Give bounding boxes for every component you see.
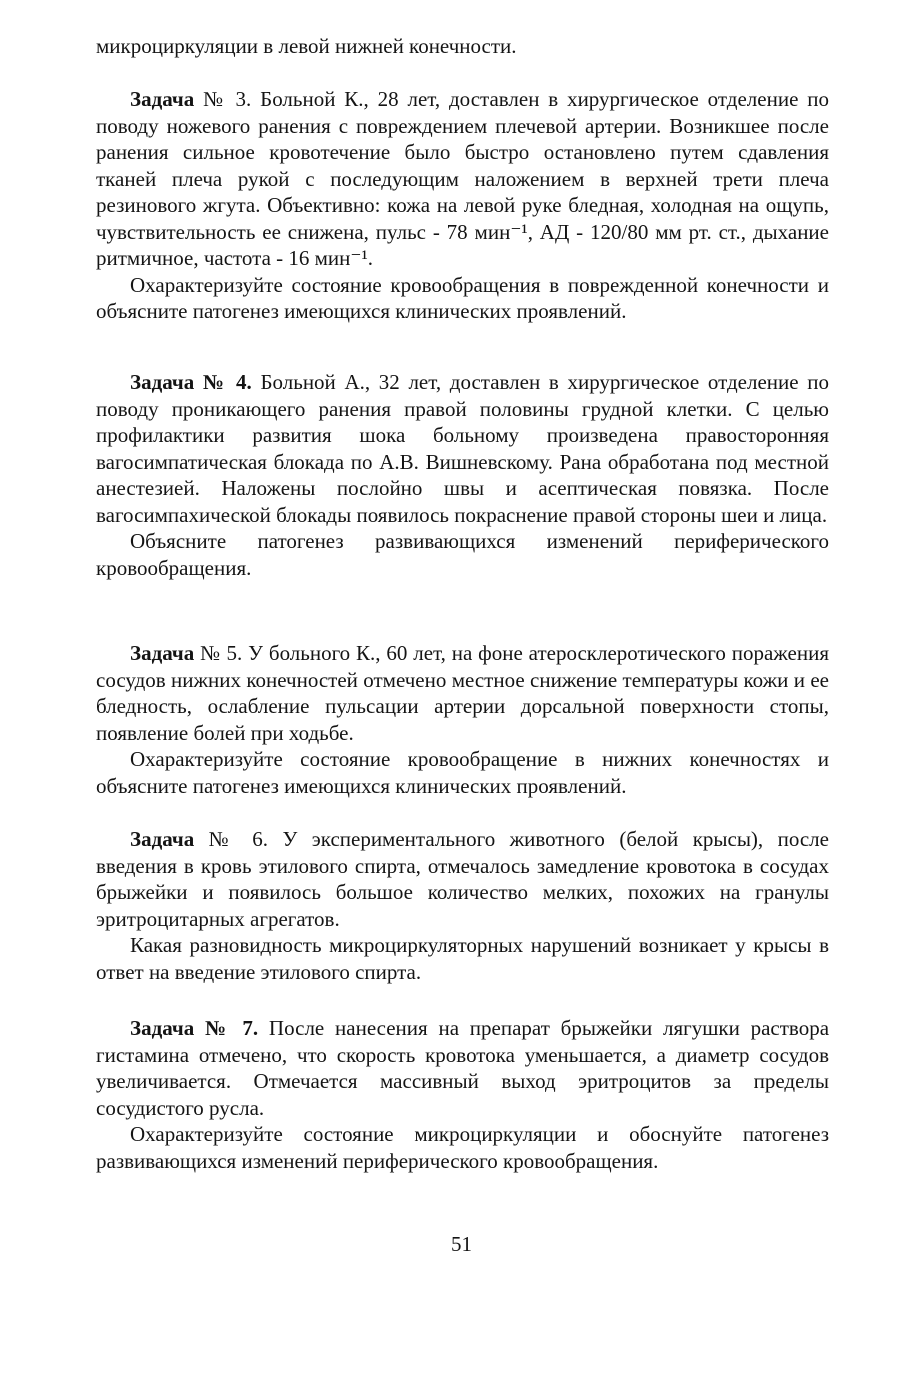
task-6-question: Какая разновидность микроциркуляторных нарушений возникает у крысы в ответ на введение этилового спирта. [96, 933, 829, 984]
task-3-number: № 3. [194, 87, 252, 111]
task-5-question: Охарактеризуйте состояние кровообращение в нижних конечностях и объясните патогенез имеющихся клинических проявлений. [96, 747, 829, 798]
task-4-question: Объясните патогенез развивающихся изменений периферического кровообращения. [96, 529, 829, 580]
task-6-statement [96, 826, 829, 932]
task-7-heading: Задача № 7. [130, 1016, 259, 1040]
task-6-number: № 6. [194, 827, 269, 851]
task-7-statement [96, 1015, 829, 1121]
task-4-body: Больной А., 32 лет, доставлен в хирургическое отделение по поводу проникающего ранения правой половины грудной клетки. С целью профилактики развития шока больному произведена правосторонняя вагосимпатическая блокада по А.В. Вишневскому. Рана обработана под местной анестезией. Наложены послойно швы и асептическая повязка. После вагосимпахической блокады появилось покраснение правой стороны шеи и лица. [96, 370, 829, 527]
task-3 [96, 86, 829, 325]
intro-paragraph [96, 33, 829, 60]
task-5-statement [96, 640, 829, 746]
task-3-statement [96, 86, 829, 272]
task-6-body: У экспериментального животного (белой крысы), после введения в кровь этилового спирта, отмечалось замедление кровотока в сосудах брыжейки и появилось большое количество мелких, похожих на гранулы эритроцитарных агрегатов. [96, 827, 829, 931]
task-5 [96, 640, 829, 799]
task-6-heading: Задача [130, 827, 195, 851]
task-5-body: У больного К., 60 лет, на фоне атеросклеротического поражения сосудов нижних конечностей отмечено местное снижение температуры кожи и ее бледность, ослабление пульсации артерии дорсальной поверхности стопы, появление болей при ходьбе. [96, 641, 829, 745]
task-4-statement [96, 369, 829, 528]
page-number: 51 [451, 1232, 472, 1256]
task-3-heading: Задача [130, 87, 195, 111]
task-4-heading: Задача № 4. [130, 370, 252, 394]
task-6 [96, 826, 829, 985]
task-4 [96, 369, 829, 581]
intro-line: микроциркуляции в левой нижней конечности. [96, 34, 517, 58]
task-5-heading: Задача [130, 641, 195, 665]
task-3-body: Больной К., 28 лет, доставлен в хирургическое отделение по поводу ножевого ранения с повреждением плечевой артерии. Возникшее после ранения сильное кровотечение было быстро остановлено путем сдавления тканей плеча рукой с последующим наложением в верхней трети плеча резинового жгута. Объективно: кожа на левой руке бледная, холодная на ощупь, чувствительность ее снижена, пульс - 78 мин⁻¹, АД - 120/80 мм рт. ст., дыхание ритмичное, частота - 16 мин⁻¹. [96, 87, 829, 270]
task-5-number: № 5. [194, 641, 243, 665]
task-7-body: После нанесения на препарат брыжейки лягушки раствора гистамина отмечено, что скорость кровотока уменьшается, а диаметр сосудов увеличивается. Отмечается массивный выход эритроцитов за пределы сосудистого русла. [96, 1016, 830, 1120]
task-7-question: Охарактеризуйте состояние микроциркуляции и обоснуйте патогенез развивающихся изменений периферического кровообращения. [96, 1122, 829, 1173]
task-3-question: Охарактеризуйте состояние кровообращения в поврежденной конечности и объясните патогенез имеющихся клинических проявлений. [96, 272, 829, 323]
task-7 [96, 1015, 829, 1174]
